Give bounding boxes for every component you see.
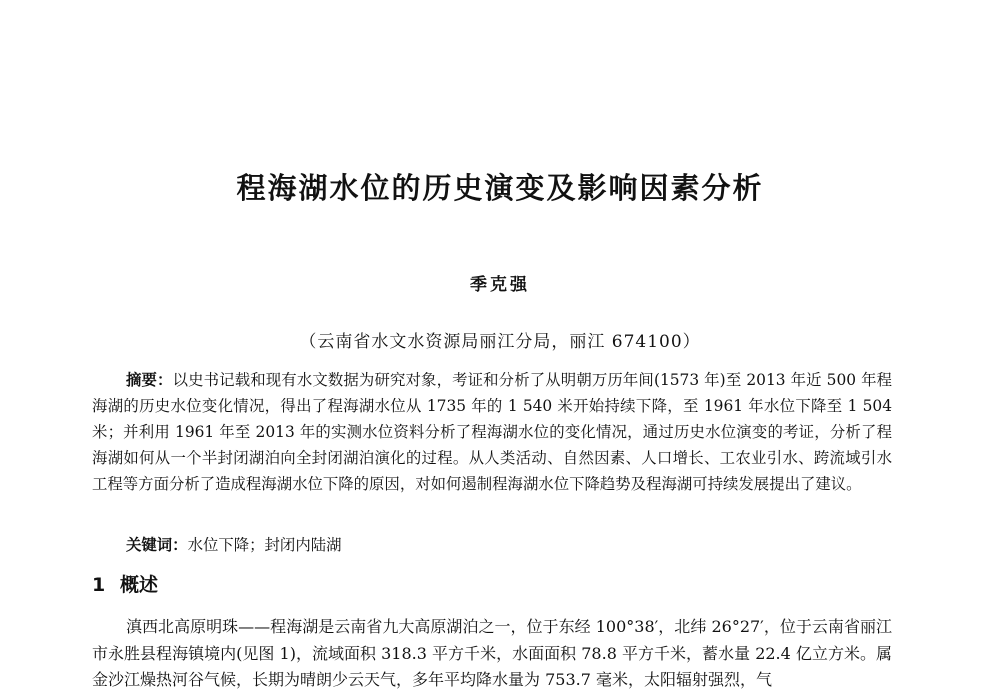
keywords-text: 水位下降；封闭内陆湖	[187, 536, 342, 554]
abstract-paragraph	[92, 367, 892, 497]
author-name: 季克强	[470, 275, 530, 295]
abstract-label: 摘要：	[126, 371, 173, 389]
section-number: 1	[92, 574, 106, 596]
keywords-line	[126, 532, 342, 558]
section-title: 概述	[120, 574, 159, 596]
keywords-label: 关键词：	[126, 536, 188, 554]
section-heading	[92, 570, 158, 600]
abstract-text: 以史书记载和现有水文数据为研究对象，考证和分析了从明朝万历年间(1573 年)至 2013 年近 500 年程海湖的历史水位变化情况，得出了程海湖水位从 1735 年的 1 540 米开始持续下降，至 1961 年水位下降至 1 504 米；并利用 1961 年至 2013 年的实测水位资料分析了程海湖水位的变化情况，通过历史水位演变的考证，分析了程海湖如何从一个半封闭湖泊向全封闭湖泊演化的过程。从人类活动、自然因素、人口增长、工农业引水、跨流域引水工程等方面分析了造成程海湖水位下降的原因，对如何遏制程海湖水位下降趋势及程海湖可持续发展提出了建议。	[92, 371, 892, 493]
author-affiliation: （云南省水文水资源局丽江分局，丽江 674100）	[299, 332, 701, 352]
body-paragraph: 滇西北高原明珠——程海湖是云南省九大高原湖泊之一，位于东经 100°38′，北纬 26°27′，位于云南省丽江市永胜县程海镇境内(见图 1)，流域面积 318.3 平方千米，水面面积 78.8 平方千米，蓄水量 22.4 亿立方米。属金沙江燥热河谷气候，长期为晴朗少云天气，多年平均降水量为 753.7 毫米，太阳辐射强烈，气	[92, 617, 892, 689]
paper-title: 程海湖水位的历史演变及影响因素分析	[236, 171, 764, 205]
